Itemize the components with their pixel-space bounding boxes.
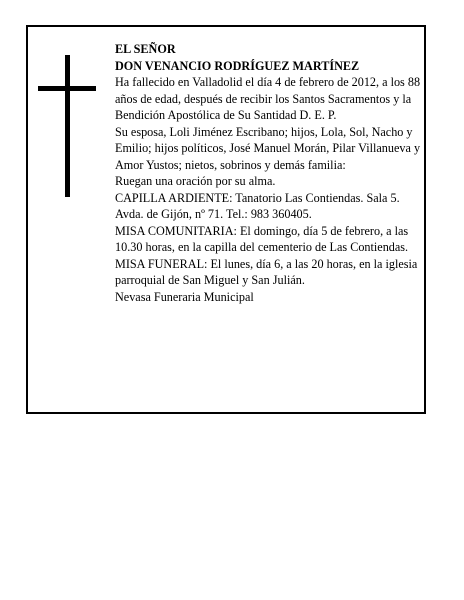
death-notice: Ha fallecido en Valladolid el día 4 de febrero de 2012, a los 88 años de edad, después de recibir los Santos Sacramentos y la Bendición Apostólica de Su Santidad D. E. P. xyxy=(115,75,421,122)
cross-vertical-bar xyxy=(65,55,70,197)
chapel-info: CAPILLA ARDIENTE: Tanatorio Las Contiendas. Sala 5. Avda. de Gijón, nº 71. Tel.: 983 360405. xyxy=(115,190,400,221)
cross-icon xyxy=(38,55,96,197)
funeral-mass-info: MISA FUNERAL: El lunes, día 6, a las 20 horas, en la iglesia parroquial de San Miguel y San Julián. xyxy=(115,256,418,287)
deceased-name: DON VENANCIO RODRÍGUEZ MARTÍNEZ xyxy=(115,58,360,73)
family-members: Su esposa, Loli Jiménez Escribano; hijos, Lola, Sol, Nacho y Emilio; hijos políticos, José Manuel Morán, Pilar Villanueva y Amor Yustos; nietos, sobrinos y demás familia: xyxy=(115,124,421,172)
obituary-title: EL SEÑOR xyxy=(115,42,176,56)
cross-horizontal-bar xyxy=(38,86,96,91)
funeral-home: Nevasa Funeraria Municipal xyxy=(115,289,254,304)
obituary-text xyxy=(115,41,423,305)
prayer-request: Ruegan una oración por su alma. xyxy=(115,174,276,188)
community-mass-info: MISA COMUNITARIA: El domingo, día 5 de febrero, a las 10.30 horas, en la capilla del cementerio de Las Contiendas. xyxy=(115,223,409,254)
obituary-notice xyxy=(26,25,426,414)
